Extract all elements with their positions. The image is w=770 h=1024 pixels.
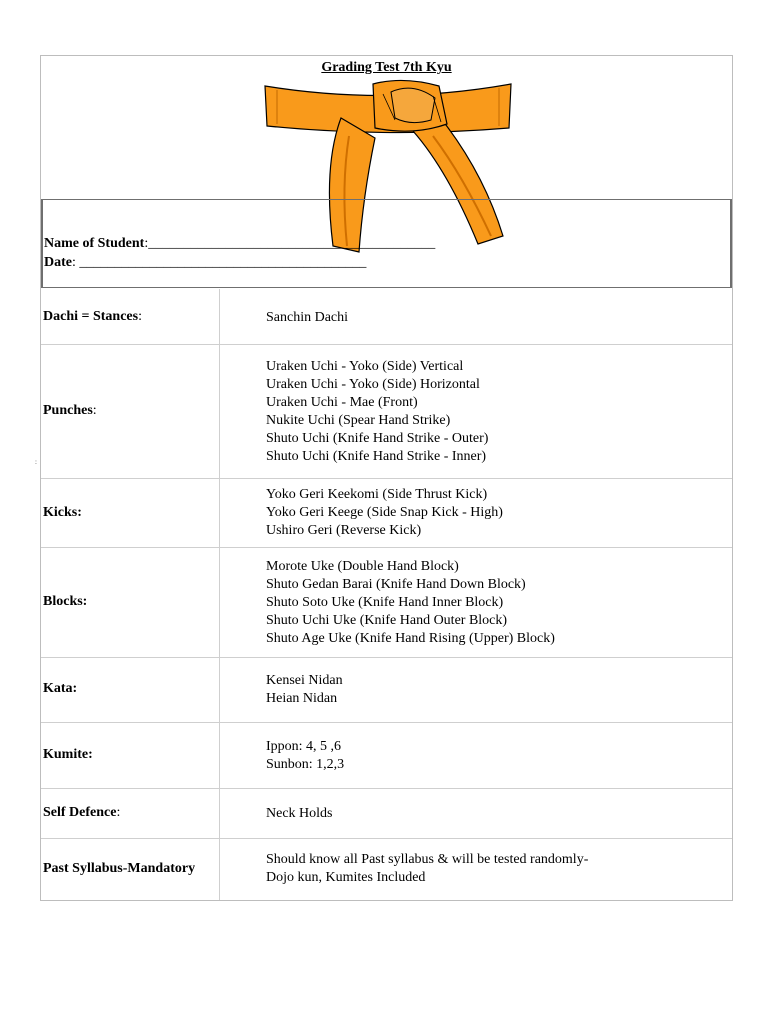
row-content — [266, 358, 488, 466]
row-content — [266, 486, 503, 540]
list-item: Neck Holds — [266, 806, 333, 821]
list-item: Morote Uke (Double Hand Block) — [266, 559, 459, 574]
list-item: Sunbon: 1,2,3 — [266, 757, 345, 772]
table-row-self-defence — [41, 789, 732, 839]
date-label: Date — [44, 255, 72, 270]
list-item: Uraken Uchi - Mae (Front) — [266, 395, 418, 410]
stray-mark: : — [35, 458, 37, 466]
list-item: Nukite Uchi (Spear Hand Strike) — [266, 413, 451, 428]
student-name-label: Name of Student — [44, 236, 145, 251]
form-header — [41, 56, 732, 199]
student-name-field[interactable]: _________________________________________ — [148, 236, 436, 251]
list-item: Heian Nidan — [266, 691, 338, 706]
row-label: Kata: — [43, 681, 78, 696]
list-item: Yoko Geri Keekomi (Side Thrust Kick) — [266, 487, 488, 502]
row-label: Blocks: — [43, 594, 88, 609]
table-row-stances — [41, 289, 732, 345]
row-label: Self Defence: — [43, 805, 121, 820]
date-field[interactable]: _________________________________________ — [75, 255, 367, 270]
list-item: Ippon: 4, 5 ,6 — [266, 739, 342, 754]
table-row-kata — [41, 658, 732, 723]
list-item: Shuto Uchi (Knife Hand Strike - Inner) — [266, 449, 487, 464]
list-item: Should know all Past syllabus & will be tested randomly- — [266, 852, 589, 867]
list-item: Shuto Age Uke (Knife Hand Rising (Upper) Block) — [266, 631, 555, 646]
row-content — [266, 309, 348, 327]
row-content — [266, 738, 344, 774]
list-item: Shuto Uchi (Knife Hand Strike - Outer) — [266, 431, 489, 446]
row-label: Kumite: — [43, 747, 93, 762]
row-content — [266, 558, 555, 648]
list-item: Kensei Nidan — [266, 673, 343, 688]
table-row-past-syllabus — [41, 839, 732, 900]
date-line: Date: _________________________________________ — [44, 255, 367, 270]
list-item: Shuto Gedan Barai (Knife Hand Down Block) — [266, 577, 526, 592]
table-row-kumite — [41, 723, 732, 789]
form-title: Grading Test 7th Kyu — [321, 60, 452, 75]
list-item: Uraken Uchi - Yoko (Side) Vertical — [266, 359, 464, 374]
row-label: Dachi = Stances: — [43, 309, 142, 324]
student-name-line: Name of Student:_________________________________________ — [44, 236, 436, 251]
list-item: Shuto Uchi Uke (Knife Hand Outer Block) — [266, 613, 508, 628]
list-item: Ushiro Geri (Reverse Kick) — [266, 523, 422, 538]
row-label: Kicks: — [43, 505, 82, 520]
row-label: Punches: — [43, 403, 97, 418]
student-info — [41, 199, 732, 288]
table-row-punches — [41, 345, 732, 479]
table-row-blocks — [41, 548, 732, 658]
row-content — [266, 851, 588, 887]
list-item: Uraken Uchi - Yoko (Side) Horizontal — [266, 377, 480, 392]
row-label: Past Syllabus-Mandatory — [43, 861, 196, 876]
list-item: Yoko Geri Keege (Side Snap Kick - High) — [266, 505, 503, 520]
list-item: Dojo kun, Kumites Included — [266, 870, 426, 885]
list-item: Shuto Soto Uke (Knife Hand Inner Block) — [266, 595, 504, 610]
list-item: Sanchin Dachi — [266, 310, 349, 325]
row-content — [266, 805, 333, 823]
table-row-kicks — [41, 479, 732, 548]
row-content — [266, 672, 343, 708]
